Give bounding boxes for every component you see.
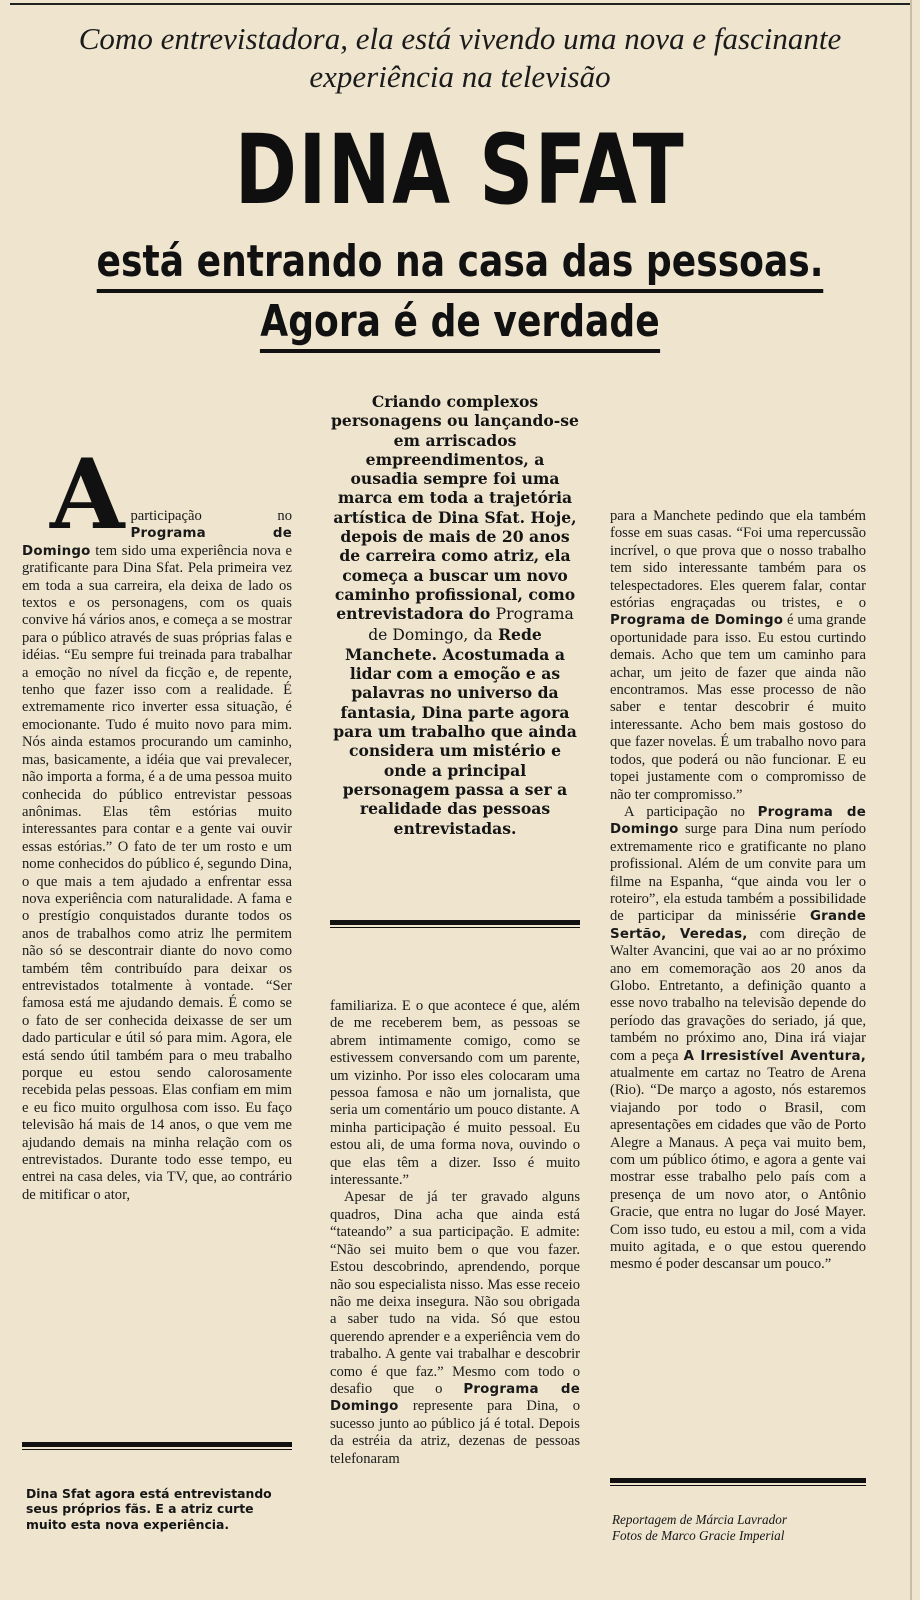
credit-photos: Fotos de Marco Gracie Imperial (612, 1528, 785, 1543)
col1-text-a: participação no (130, 508, 292, 524)
column-2-paragraph-2 (330, 1189, 580, 1468)
article-credits (612, 1512, 872, 1544)
col3-program-name-1: Programa de Domingo (610, 613, 784, 629)
body-column-1 (22, 438, 292, 1204)
col2-text-a: Apesar de já ter gravado alguns quadros, Dina acha que ainda está “tateando” a sua participação. E admite: “Não sei muito bem o que vou fazer. Estou descobrindo, aprendendo, porque não sou especialista nisso. Mas esse receio não me deixa insegura. Não sou obrigada a saber tudo na vida. Só que estou querendo aprender e a experiência vem do trabalho. A gente vai trabalhar e descobrir como é que faz.” Mesmo com todo o desafio que o (330, 1189, 580, 1397)
divider-rule-right (610, 1478, 866, 1486)
deck-program-name: Programa de Domingo, da (368, 605, 574, 644)
drop-cap: A (50, 438, 125, 551)
col3-text-f: atualmente em cartaz no Teatro de Arena (Rio). “De março a agosto, nós estaremos viajando por todo o Brasil, com apresentações em cidades que vão de Porto Alegre a Manaus. A peça vai muito bem, com um público ótimo, e agora a gente vai mostrar esse trabalho pelo país com a presença de um novo ator, o Antônio Gracie, que entra no lugar do José Mayer. Com isso tudo, eu estou a mil, com a vida muito agitada, e o que estou querendo mesmo é poder descansar um pouco.” (610, 1065, 866, 1273)
col1-program-name: Programa de Domingo (22, 526, 292, 559)
body-column-3 (610, 508, 866, 1274)
col1-text-b: tem sido uma experiência nova e gratificante para Dina Sfat. Pela primeira vez em toda a sua carreira, ela deixa de lado os textos e os personagens, com os quais convive há vários anos, e começa a se mostrar para o público através de suas próprias falas e idéias. “Eu sempre fui treinada para trabalhar a emoção no nível da ficção e, de repente, tenho que fazer isso com a realidade. É extremamente rico inverter essa situação, é emocionante. Tudo é muito novo para mim. Nós ainda estamos procurando um caminho, mas, basicamente, a idéia que vai prevalecer, não importa a forma, é a de uma pessoa muito conhecida do público entrevistar pessoas anônimas. Elas têm estórias muito interessantes para contar e a gente vai ouvir essas estórias.” O fato de ter um rosto e um nome conhecidos do público é, segundo Dina, o que mais a tem ajudado a enfrentar essa nova experiência com naturalidade. A fama e o prestígio conquistados durante todos os anos de trabalhos como atriz lhe permitem não só se descontrair diante do novo como também têm contribuído para deixar os entrevistados totalmente à vontade. “Ser famosa está me ajudando demais. É como se o fato de ser conhecida deixasse de ser um dado particular e útil só para mim. Agora, ele está sendo útil também para o meu trabalho porque eu estou sendo calorosamente recebida pelas pessoas. Elas confiam em mim e eu fico muito orgulhosa com isso. Eu faço televisão há mais de 14 anos, o que vem me ajudando demais na minha relação com os entrevistados. Durante todo esse tempo, eu entrei na casa deles, via TV, que, ao contrário de mitificar o ator, (22, 542, 292, 1203)
headline-title: DINA SFAT (234, 114, 686, 226)
deck-part-a: Criando complexos personagens ou lançando-se em arriscados empreendimentos, a ousadia sempre foi uma marca em toda a trajetória artística de Dina Sfat. Hoje, depois de mais de 20 anos de carreira como atriz, ela começa a buscar um novo caminho profissional, como entrevistadora do (331, 392, 579, 624)
credit-reporter: Reportagem de Márcia Lavrador (612, 1512, 787, 1527)
article-deck (330, 392, 580, 838)
col3-text-e: com direção de Walter Avancini, que vai ao ar no próximo ano em comemoração aos 20 anos da Globo. Entretanto, a definição quanto a esse novo trabalho na televisão depende do período das gravações do seriado, já que, também no próximo ano, Dina irá viajar com a peça (610, 925, 866, 1064)
kicker-text: Como entrevistadora, ela está vivendo uma nova e fascinante experiência na televisão (78, 21, 842, 94)
col3-text-c: A participação no (624, 803, 745, 820)
subtitle-line-1-text: está entrando na casa das pessoas. (96, 236, 823, 293)
column-2-paragraph-1: familiariza. E o que acontece é que, além de me receberem bem, as pessoas se abrem intimamente comigo, como se estivessem conversando com um parente, um vizinho. Por isso eles colocaram uma pessoa famosa e não um jornalista, que seria um comentário um pouco distante. A minha participação é muito pessoal. Eu estou ali, de uma forma nova, ouvindo o que elas têm a dizer. Isso é muito interessante.” (330, 998, 580, 1189)
col2-program-name: Programa de Domingo (330, 1381, 580, 1415)
photo-caption: Dina Sfat agora está entrevistando seus próprios fãs. E a atriz curte muito esta nova experiência. (26, 1486, 272, 1532)
col3-miniseries-name: Grande Sertão, Veredas, (610, 909, 867, 942)
top-border-rule (10, 3, 910, 5)
deck-part-b: Rede Manchete. Acostumada a lidar com a emoção e as palavras no universo da fantasia, Dina parte agora para um trabalho que ainda considera um mistério e onde a principal personagem passa a ser a realidade das pessoas entrevistadas. (333, 624, 577, 838)
column-3-paragraph-2 (610, 804, 866, 1274)
divider-rule-left (22, 1442, 292, 1450)
col3-text-d: surge para Dina num período extremamente rico e gratificante no plano profissional. Além de um convite para um filme na Espanha, “que ainda vou ler o roteiro”, ela estuda também a possibilidade de participar da minissérie (610, 821, 866, 925)
subtitle-line-2 (83, 296, 837, 347)
page-edge-shadow (910, 0, 912, 1600)
col3-play-name: A Irresistível Aventura, (683, 1048, 866, 1064)
column-1-paragraph (22, 438, 292, 1204)
subtitle-line-2-text: Agora é de verdade (260, 296, 659, 353)
col2-text-b: represente para Dina, o sucesso junto ao público já é total. Depois da estréia da atriz, dezenas de pessoas telefonaram (330, 1398, 580, 1467)
divider-rule-center (330, 920, 580, 928)
subtitle-line-1 (83, 236, 837, 287)
col3-text-b: é uma grande oportunidade para isso. Eu estou curtindo demais. Acho que tem um caminho para achar, um jeito de fazer que ainda não encontramos. Mas esse processo de não saber e tentar descobrir é muito interessante. Acho bem mais gostoso do que fazer novelas. É um trabalho novo para todos, que poderá ou não funcionar. E eu topei justamente com o compromisso de não ter compromisso.” (610, 612, 866, 803)
column-3-paragraph-1 (610, 508, 866, 804)
col3-program-name-2: Programa de Domingo (610, 804, 866, 838)
col3-text-a: para a Manchete pedindo que ela também fosse em suas casas. “Foi uma repercussão incrível, o que prova que o nosso trabalho tem sido interessante também para os telespectadores. Eles querem falar, contar estórias engraçadas ou tristes, e o (610, 508, 866, 612)
body-column-2 (330, 998, 580, 1468)
